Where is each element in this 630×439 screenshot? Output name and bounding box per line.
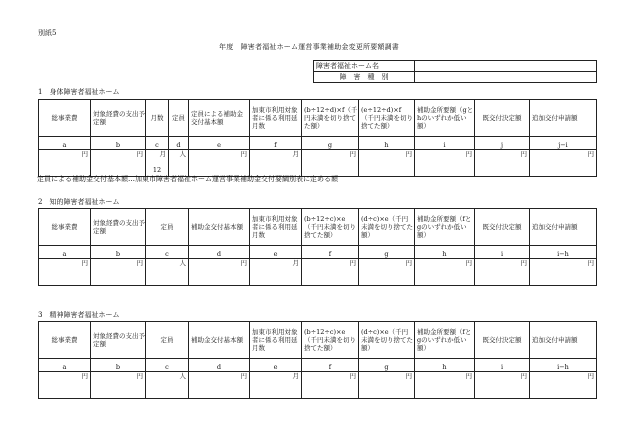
section1-input-h[interactable] xyxy=(359,150,415,177)
section2-unit-f: 円 xyxy=(349,259,356,267)
section1-input-c[interactable] xyxy=(146,150,169,177)
section2-table xyxy=(38,208,597,286)
section2-header-e: 加東市利用対象者に係る利用延月数 xyxy=(250,209,302,246)
section3-input-i[interactable] xyxy=(475,372,530,399)
section3-unit-c: 人 xyxy=(179,372,186,380)
section2-header-i−h: 追加交付申請額 xyxy=(530,209,597,246)
section1-header-g: (b÷12÷d)×f（千円未満を切り捨てた額） xyxy=(302,100,359,137)
section2-header-g: (d÷c)×e（千円未満を切り捨てた額） xyxy=(359,209,415,246)
section3-input-h[interactable] xyxy=(415,372,475,399)
section3-header-c: 定員 xyxy=(146,322,189,359)
home-name-field[interactable] xyxy=(415,61,597,72)
section3-header-d: 補助金交付基本額 xyxy=(189,322,250,359)
section2-input-f[interactable] xyxy=(302,259,359,286)
section2-unit-i: 円 xyxy=(520,259,527,267)
section3-header-i: 既交付決定額 xyxy=(475,322,530,359)
section2-header-a: 総事業費 xyxy=(39,209,91,246)
section1-header-h: (e÷12÷d)×f（千円未満を切り捨てた額） xyxy=(359,100,415,137)
section3-unit-a: 円 xyxy=(81,372,88,380)
section2-letter-a: a xyxy=(39,246,91,259)
section1-unit-d: 人 xyxy=(179,150,186,158)
section1-unit-h: 円 xyxy=(405,150,412,158)
section3-unit-b: 円 xyxy=(136,372,143,380)
section2-unit-i−h: 円 xyxy=(587,259,594,267)
section1-header-j−i: 追加交付申請額 xyxy=(530,100,597,137)
section1-header-e: 定員による補助金交付基本額 xyxy=(189,100,250,137)
section2-header-i: 既交付決定額 xyxy=(475,209,530,246)
section1-input-g[interactable] xyxy=(302,150,359,177)
section3-title: 3 精神障害者福祉ホーム xyxy=(38,311,120,319)
section2-input-a[interactable] xyxy=(39,259,91,286)
section1-header-j: 既交付決定額 xyxy=(475,100,530,137)
section3-input-c[interactable] xyxy=(146,372,189,399)
section3-letter-f: f xyxy=(302,359,359,372)
section2-unit-e: 月 xyxy=(292,259,299,267)
section2-unit-h: 円 xyxy=(465,259,472,267)
section1-letter-h: h xyxy=(359,137,415,150)
section1-unit-c: 月 xyxy=(159,150,166,158)
section1-unit-f: 月 xyxy=(292,150,299,158)
section2-input-e[interactable] xyxy=(250,259,302,286)
section3-header-g: (d÷c)×e（千円未満を切り捨てた額） xyxy=(359,322,415,359)
section3-input-a[interactable] xyxy=(39,372,91,399)
section3-letter-i: i xyxy=(475,359,530,372)
section1-letter-i: i xyxy=(415,137,475,150)
section1-unit-e: 円 xyxy=(240,150,247,158)
section2-letter-i: i xyxy=(475,246,530,259)
section1-header-a: 総事業費 xyxy=(39,100,91,137)
section3-letter-d: d xyxy=(189,359,250,372)
section3-header-f: (b÷12÷c)×e（千円未満を切り捨てた額） xyxy=(302,322,359,359)
section2-input-d[interactable] xyxy=(189,259,250,286)
section2-unit-b: 円 xyxy=(136,259,143,267)
section3-letter-h: h xyxy=(415,359,475,372)
section2-letter-e: e xyxy=(250,246,302,259)
type-label: 障 害 種 別 xyxy=(314,72,415,83)
section2-letter-g: g xyxy=(359,246,415,259)
section2-input-i[interactable] xyxy=(475,259,530,286)
section2-title: 2 知的障害者福祉ホーム xyxy=(38,198,120,206)
section3-letter-b: b xyxy=(91,359,146,372)
section2-input-b[interactable] xyxy=(91,259,146,286)
section2-unit-d: 円 xyxy=(240,259,247,267)
section1-letter-d: d xyxy=(169,137,189,150)
section3-unit-i: 円 xyxy=(520,372,527,380)
section1-title: 1 身体障害者福祉ホーム xyxy=(38,88,120,96)
section2-input-h[interactable] xyxy=(415,259,475,286)
section1-input-d[interactable] xyxy=(169,150,189,177)
section2-input-i−h[interactable] xyxy=(530,259,597,286)
section1-letter-a: a xyxy=(39,137,91,150)
page-title: 年度 障害者福祉ホーム運営事業補助金変更所要額調書 xyxy=(219,43,399,51)
section2-letter-h: h xyxy=(415,246,475,259)
section1-unit-b: 円 xyxy=(136,150,143,158)
section1-unit-j−i: 円 xyxy=(587,150,594,158)
section1-input-i[interactable] xyxy=(415,150,475,177)
months-value: 12 xyxy=(152,166,162,174)
section3-header-b: 対象経費の支出予定額 xyxy=(91,322,146,359)
section3-input-e[interactable] xyxy=(250,372,302,399)
section1-letter-g: g xyxy=(302,137,359,150)
type-field[interactable] xyxy=(415,72,597,83)
section1-input-j[interactable] xyxy=(475,150,530,177)
section1-input-f[interactable] xyxy=(250,150,302,177)
section1-unit-i: 円 xyxy=(465,150,472,158)
section1-footnote: 定員による補助金交付基本額…加東市障害者福祉ホーム運営事業補助金交付要綱別表に定める額 xyxy=(37,175,338,183)
section2-header-d: 補助金交付基本額 xyxy=(189,209,250,246)
section3-table xyxy=(38,321,597,399)
section3-letter-i−h: i−h xyxy=(530,359,597,372)
section2-unit-c: 人 xyxy=(179,259,186,267)
section3-input-i−h[interactable] xyxy=(530,372,597,399)
section2-letter-b: b xyxy=(91,246,146,259)
section1-unit-a: 円 xyxy=(81,150,88,158)
section1-input-e[interactable] xyxy=(189,150,250,177)
section3-unit-f: 円 xyxy=(349,372,356,380)
section3-letter-a: a xyxy=(39,359,91,372)
home-name-label: 障害者福祉ホーム名 xyxy=(314,61,415,72)
section1-header-i: 補助金所要額（gとhのいずれか低い額） xyxy=(415,100,475,137)
section1-letter-f: f xyxy=(250,137,302,150)
section2-header-f: (b÷12÷c)×e（千円未満を切り捨てた額） xyxy=(302,209,359,246)
section1-header-c: 月数 xyxy=(146,100,169,137)
section2-unit-a: 円 xyxy=(81,259,88,267)
section3-input-b[interactable] xyxy=(91,372,146,399)
section3-header-e: 加東市利用対象者に係る利用延月数 xyxy=(250,322,302,359)
section2-header-c: 定員 xyxy=(146,209,189,246)
section3-unit-e: 月 xyxy=(292,372,299,380)
section3-input-f[interactable] xyxy=(302,372,359,399)
section2-letter-i−h: i−h xyxy=(530,246,597,259)
section3-unit-h: 円 xyxy=(465,372,472,380)
section3-unit-d: 円 xyxy=(240,372,247,380)
section3-letter-e: e xyxy=(250,359,302,372)
section2-header-h: 補助金所要額（fとgのいずれか低い額） xyxy=(415,209,475,246)
section2-header-b: 対象経費の支出予定額 xyxy=(91,209,146,246)
section1-input-b[interactable] xyxy=(91,150,146,177)
section2-input-c[interactable] xyxy=(146,259,189,286)
section3-unit-g: 円 xyxy=(405,372,412,380)
header-fields-table xyxy=(313,60,597,83)
section2-letter-d: d xyxy=(189,246,250,259)
section1-letter-j: j xyxy=(475,137,530,150)
section3-unit-i−h: 円 xyxy=(587,372,594,380)
section2-letter-c: c xyxy=(146,246,189,259)
section3-header-i−h: 追加交付申請額 xyxy=(530,322,597,359)
section1-letter-b: b xyxy=(91,137,146,150)
section1-header-d: 定員 xyxy=(169,100,189,137)
section3-header-h: 補助金所要額（fとgのいずれか低い額） xyxy=(415,322,475,359)
section3-letter-c: c xyxy=(146,359,189,372)
section3-letter-g: g xyxy=(359,359,415,372)
section1-unit-j: 円 xyxy=(520,150,527,158)
section3-header-a: 総事業費 xyxy=(39,322,91,359)
section1-letter-c: c xyxy=(146,137,169,150)
section2-input-g[interactable] xyxy=(359,259,415,286)
section1-table xyxy=(38,99,597,177)
section1-input-a[interactable] xyxy=(39,150,91,177)
section1-letter-e: e xyxy=(189,137,250,150)
section3-input-g[interactable] xyxy=(359,372,415,399)
section1-unit-g: 円 xyxy=(349,150,356,158)
section1-header-f: 加東市利用対象者に係る利用延月数 xyxy=(250,100,302,137)
form-id: 別紙5 xyxy=(38,29,57,37)
section1-input-j−i[interactable] xyxy=(530,150,597,177)
section1-header-b: 対象経費の支出予定額 xyxy=(91,100,146,137)
section2-unit-g: 円 xyxy=(405,259,412,267)
section3-input-d[interactable] xyxy=(189,372,250,399)
section2-letter-f: f xyxy=(302,246,359,259)
section1-letter-j−i: j−i xyxy=(530,137,597,150)
